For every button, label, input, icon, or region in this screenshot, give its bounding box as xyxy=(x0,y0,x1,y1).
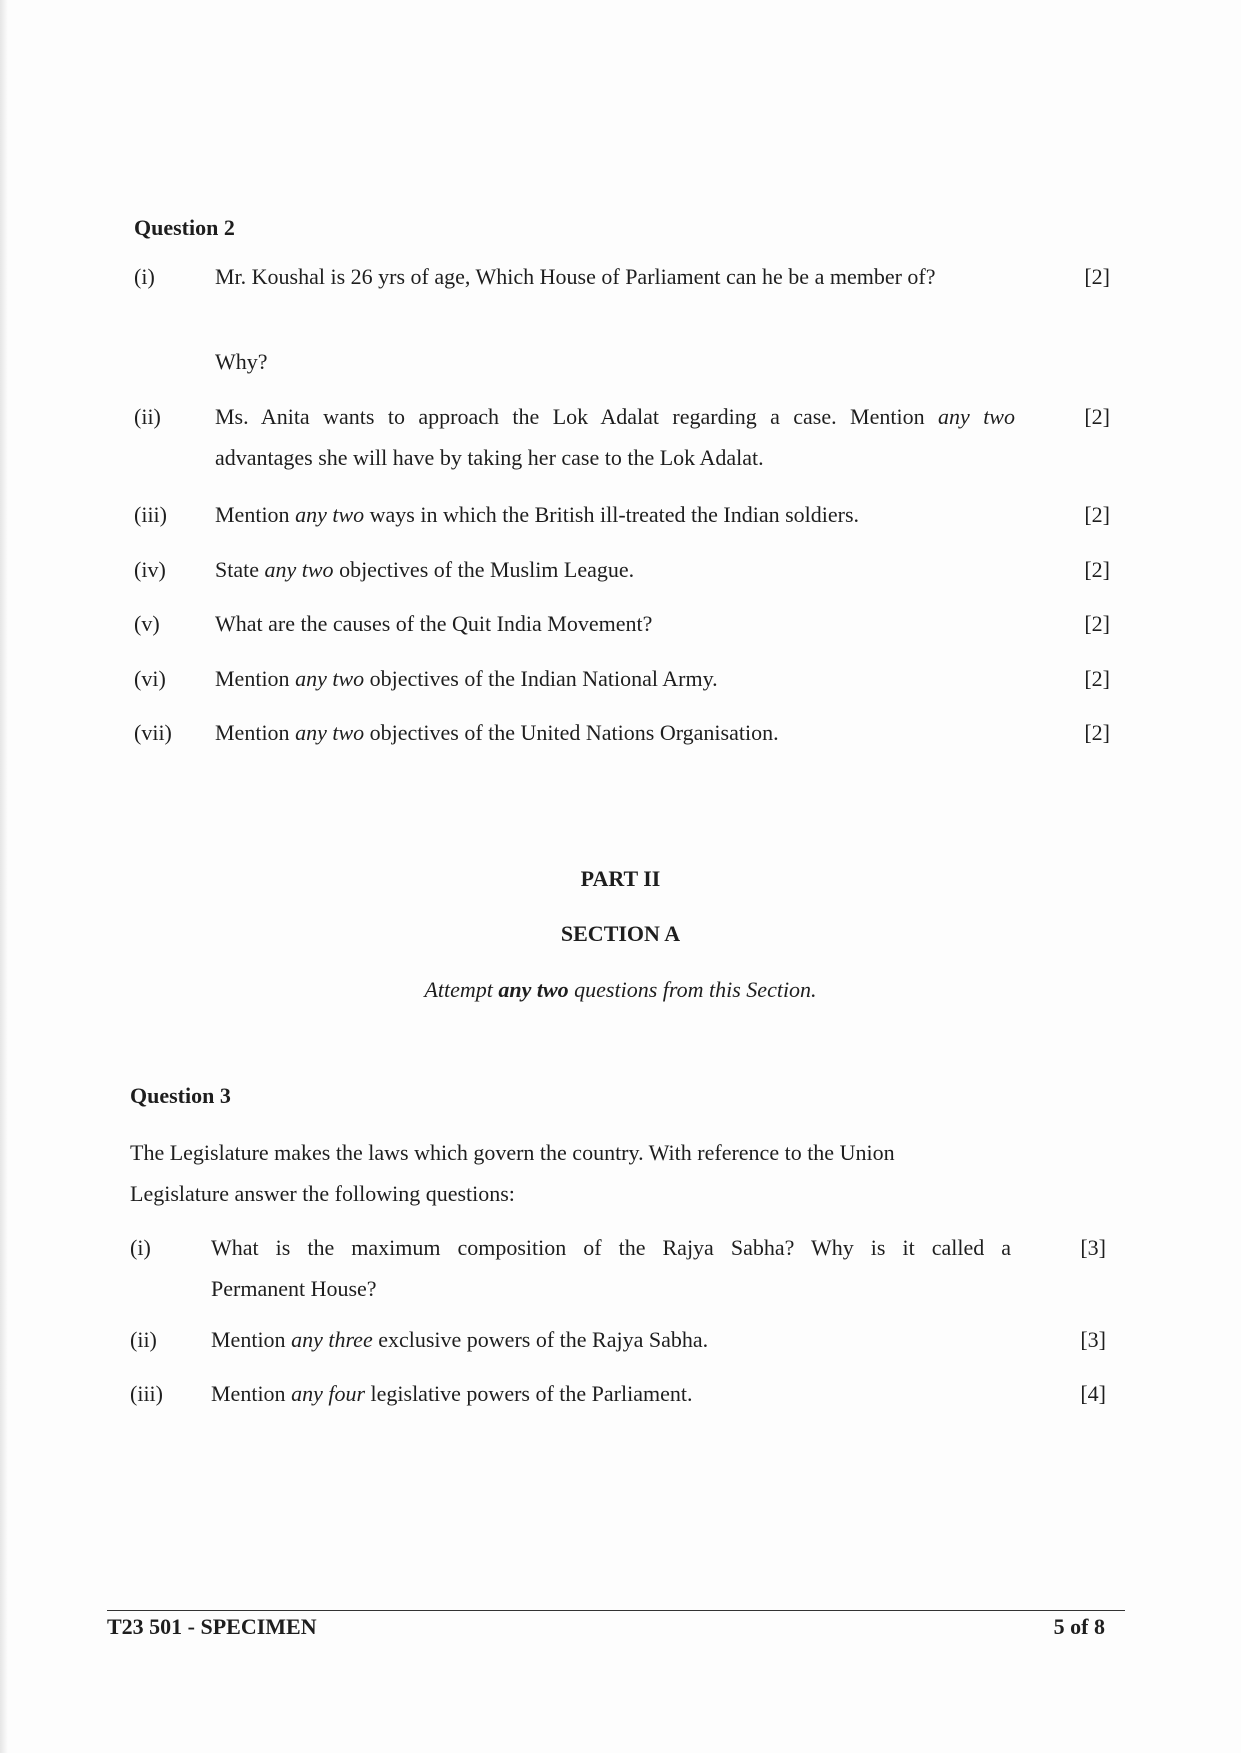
item-number: (ii) xyxy=(134,404,161,429)
item-marks: [2] xyxy=(1084,611,1110,636)
item-text: Mention any two objectives of the United Nations Organisation. xyxy=(215,720,779,745)
item-number: (vii) xyxy=(134,720,172,745)
item-text: Mention any three exclusive powers of the Rajya Sabha. xyxy=(211,1327,709,1352)
item-marks: [2] xyxy=(1084,404,1110,429)
q2-item-iv xyxy=(0,550,1241,590)
item-marks: [3] xyxy=(1080,1327,1106,1352)
item-number: (iii) xyxy=(134,502,167,527)
q2-item-ii xyxy=(0,397,1241,437)
item-text: Ms. Anita wants to approach the Lok Adalat regarding a case. Mention any two xyxy=(215,404,1015,429)
footer-paper-code: T23 501 - SPECIMEN xyxy=(107,1614,317,1639)
item-number: (ii) xyxy=(130,1327,157,1352)
q2-item-i-continuation: Why? xyxy=(215,349,268,374)
section-instruction: Attempt any two questions from this Section. xyxy=(424,977,817,1002)
item-marks: [2] xyxy=(1084,720,1110,745)
item-text: State any two objectives of the Muslim League. xyxy=(215,557,635,582)
item-number: (v) xyxy=(134,611,160,636)
q3-item-i xyxy=(0,1228,1241,1268)
q2-item-i xyxy=(0,257,1241,297)
item-text: Mr. Koushal is 26 yrs of age, Which House of Parliament can he be a member of? xyxy=(215,264,936,289)
q3-item-i-continuation: Permanent House? xyxy=(211,1276,377,1301)
footer-page-number: 5 of 8 xyxy=(1053,1614,1105,1639)
question-3-intro xyxy=(130,1132,1030,1214)
item-text: What are the causes of the Quit India Movement? xyxy=(215,611,653,636)
item-number: (iv) xyxy=(134,557,166,582)
item-number: (i) xyxy=(130,1235,151,1260)
item-text: What is the maximum composition of the Rajya Sabha? Why is it called a xyxy=(211,1235,1011,1260)
item-marks: [2] xyxy=(1084,502,1110,527)
q3-item-iii xyxy=(0,1374,1241,1414)
item-marks: [2] xyxy=(1084,666,1110,691)
footer-rule xyxy=(107,1610,1125,1611)
item-marks: [3] xyxy=(1080,1235,1106,1260)
question-2-title: Question 2 xyxy=(134,215,235,240)
item-text: Mention any four legislative powers of the Parliament. xyxy=(211,1381,693,1406)
intro-line-1: The Legislature makes the laws which govern the country. With reference to the Union xyxy=(130,1140,895,1165)
item-number: (vi) xyxy=(134,666,166,691)
item-number: (iii) xyxy=(130,1381,163,1406)
part-title: PART II xyxy=(580,866,661,891)
q2-item-ii-continuation: advantages she will have by taking her case to the Lok Adalat. xyxy=(215,445,764,470)
question-3-title: Question 3 xyxy=(130,1083,231,1108)
q2-item-iii xyxy=(0,495,1241,535)
q2-item-vi xyxy=(0,659,1241,699)
intro-line-2: Legislature answer the following questions: xyxy=(130,1181,515,1206)
item-marks: [4] xyxy=(1080,1381,1106,1406)
q2-item-vii xyxy=(0,713,1241,753)
item-marks: [2] xyxy=(1084,557,1110,582)
item-text: Mention any two ways in which the British ill-treated the Indian soldiers. xyxy=(215,502,860,527)
item-text: Mention any two objectives of the Indian National Army. xyxy=(215,666,718,691)
q3-item-ii xyxy=(0,1320,1241,1360)
item-marks: [2] xyxy=(1084,264,1110,289)
q2-item-v xyxy=(0,604,1241,644)
item-number: (i) xyxy=(134,264,155,289)
section-title: SECTION A xyxy=(560,921,681,946)
